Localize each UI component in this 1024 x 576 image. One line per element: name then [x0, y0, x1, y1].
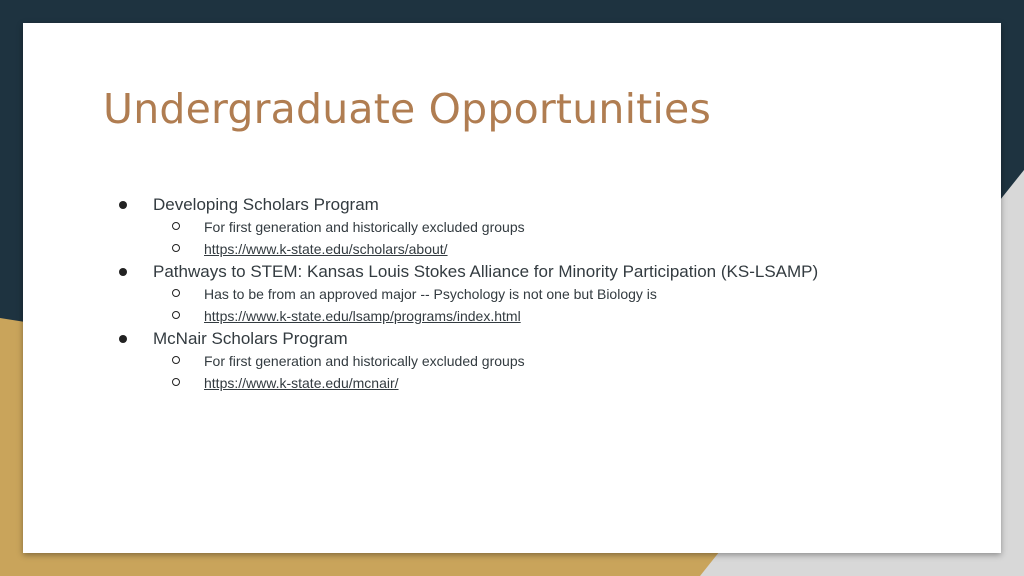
list-item-ks-lsamp: [119, 260, 979, 327]
mcnair-link[interactable]: https://www.k-state.edu/mcnair/: [204, 375, 399, 391]
slide-title: Undergraduate Opportunities: [103, 85, 712, 133]
item-label: McNair Scholars Program: [153, 329, 348, 348]
hollow-bullet-icon: [172, 378, 180, 386]
hollow-bullet-icon: [172, 289, 180, 297]
list-item-mcnair: [119, 327, 979, 394]
sub-list-item: [153, 238, 979, 260]
scholars-link[interactable]: https://www.k-state.edu/scholars/about/: [204, 241, 448, 257]
sub-list: [153, 350, 979, 394]
sub-list-item: [153, 305, 979, 327]
sub-list: [153, 216, 979, 260]
item-label: Pathways to STEM: Kansas Louis Stokes Alliance for Minority Participation (KS-LSAMP): [153, 262, 819, 281]
filled-bullet-icon: [119, 268, 127, 276]
sub-list: [153, 283, 979, 327]
slide-card: [23, 23, 1001, 553]
hollow-bullet-icon: [172, 356, 180, 364]
list-item-developing-scholars: [119, 193, 979, 260]
filled-bullet-icon: [119, 201, 127, 209]
sub-list-item: [153, 372, 979, 394]
filled-bullet-icon: [119, 335, 127, 343]
hollow-bullet-icon: [172, 244, 180, 252]
sub-list-item: [153, 350, 979, 372]
opportunity-list: [119, 193, 979, 394]
hollow-bullet-icon: [172, 311, 180, 319]
sub-item-text: For first generation and historically excluded groups: [204, 219, 525, 235]
lsamp-link[interactable]: https://www.k-state.edu/lsamp/programs/index.html: [204, 308, 521, 324]
hollow-bullet-icon: [172, 222, 180, 230]
sub-item-text: Has to be from an approved major -- Psychology is not one but Biology is: [204, 286, 657, 302]
sub-item-text: For first generation and historically excluded groups: [204, 353, 525, 369]
sub-list-item: [153, 283, 979, 305]
item-label: Developing Scholars Program: [153, 195, 379, 214]
sub-list-item: [153, 216, 979, 238]
